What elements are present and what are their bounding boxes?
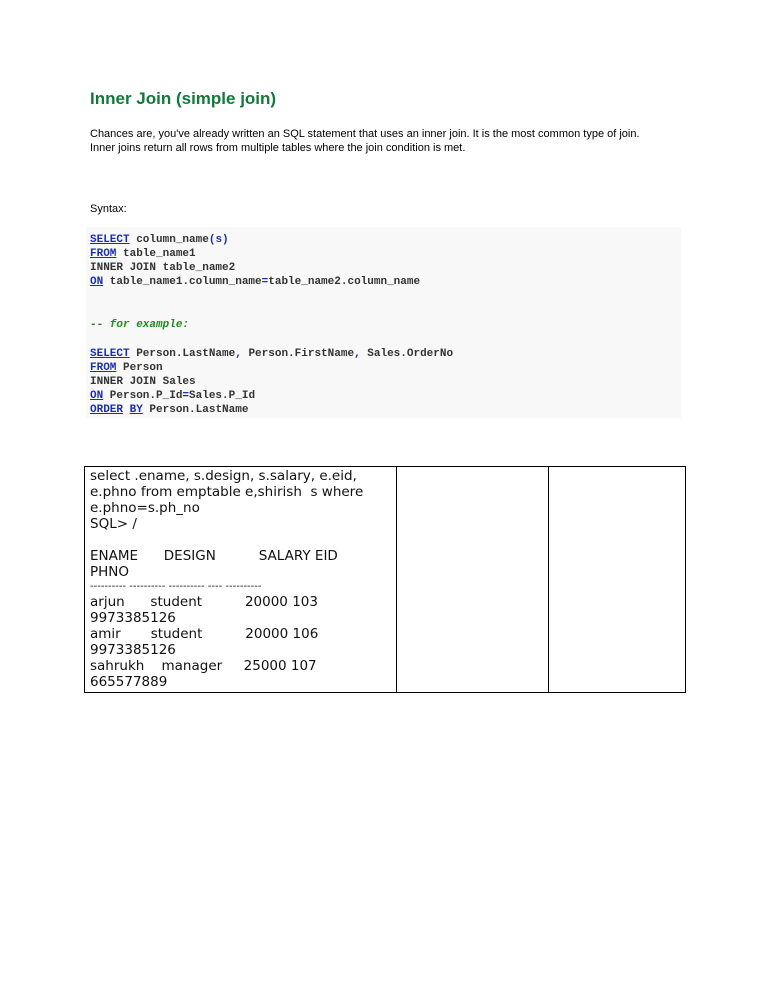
table-cell-query xyxy=(85,467,397,693)
output-divider: ---------- ---------- ---------- ---- ---------- xyxy=(90,581,262,592)
output-row: arjun student 20000 103 xyxy=(90,594,318,610)
output-row: amir student 20000 106 xyxy=(90,626,319,642)
code-line xyxy=(90,275,420,289)
code-text: Person.LastName xyxy=(129,348,236,360)
code-line xyxy=(90,361,163,375)
table-cell-empty xyxy=(549,467,686,693)
intro-paragraph xyxy=(90,128,690,155)
output-line: e.phno from emptable e,shirish s where xyxy=(90,484,364,500)
code-text: table_name1 xyxy=(116,248,196,260)
sql-keyword: ON xyxy=(90,390,104,402)
intro-line: Chances are, you've already written an SQL statement that uses an inner join. It is the most common type of join. xyxy=(90,128,640,140)
code-punct: = xyxy=(261,276,269,288)
code-text: s xyxy=(215,234,223,246)
syntax-label: Syntax: xyxy=(90,203,127,215)
code-punct: = xyxy=(182,390,190,402)
code-text: Person xyxy=(116,362,163,374)
code-punct: , xyxy=(235,348,242,360)
code-line xyxy=(90,347,453,361)
code-line xyxy=(90,403,248,417)
output-row: sahrukh manager 25000 107 xyxy=(90,658,317,674)
sql-keyword: FROM xyxy=(90,362,117,374)
code-text: table_name1.column_name xyxy=(103,276,262,288)
output-line: select .ename, s.design, s.salary, e.eid, xyxy=(90,468,357,484)
output-line: e.phno=s.ph_no xyxy=(90,500,200,516)
code-punct: ( xyxy=(208,234,216,246)
code-text xyxy=(123,404,130,416)
code-punct: , xyxy=(354,348,361,360)
output-header: ENAME DESIGN SALARY EID xyxy=(90,548,338,564)
result-table xyxy=(84,466,686,693)
page-title: Inner Join (simple join) xyxy=(90,89,277,108)
intro-line: Inner joins return all rows from multiple tables where the join condition is met. xyxy=(90,141,466,154)
code-text: Person.P_Id xyxy=(103,390,183,402)
sql-keyword: BY xyxy=(129,404,143,416)
output-row: 665577889 xyxy=(90,674,168,690)
code-line xyxy=(90,247,196,261)
code-text: Sales.OrderNo xyxy=(360,348,454,360)
code-line: INNER JOIN Sales xyxy=(90,376,196,388)
code-punct: ) xyxy=(222,234,229,246)
code-line xyxy=(90,233,229,247)
output-header: PHNO xyxy=(90,564,130,580)
query-output xyxy=(85,467,396,690)
code-text: Sales.P_Id xyxy=(189,390,256,402)
output-row: 9973385126 xyxy=(90,642,176,658)
code-text: Person.LastName xyxy=(142,404,249,416)
code-block xyxy=(86,227,681,418)
code-line xyxy=(90,389,255,403)
output-line: SQL> / xyxy=(90,516,137,532)
sql-keyword: SELECT xyxy=(90,234,130,246)
sql-keyword: FROM xyxy=(90,248,117,260)
table-row xyxy=(85,467,686,693)
code-text: column_name xyxy=(129,234,209,246)
code-comment: -- for example: xyxy=(90,319,190,331)
table-cell-empty xyxy=(397,467,549,693)
output-row: 9973385126 xyxy=(90,610,176,626)
sql-keyword: ON xyxy=(90,276,104,288)
sql-keyword: SELECT xyxy=(90,348,130,360)
code-line: INNER JOIN table_name2 xyxy=(90,262,236,274)
sql-keyword: ORDER xyxy=(90,404,124,416)
code-text: table_name2.column_name xyxy=(268,276,421,288)
code-text: Person.FirstName xyxy=(241,348,355,360)
